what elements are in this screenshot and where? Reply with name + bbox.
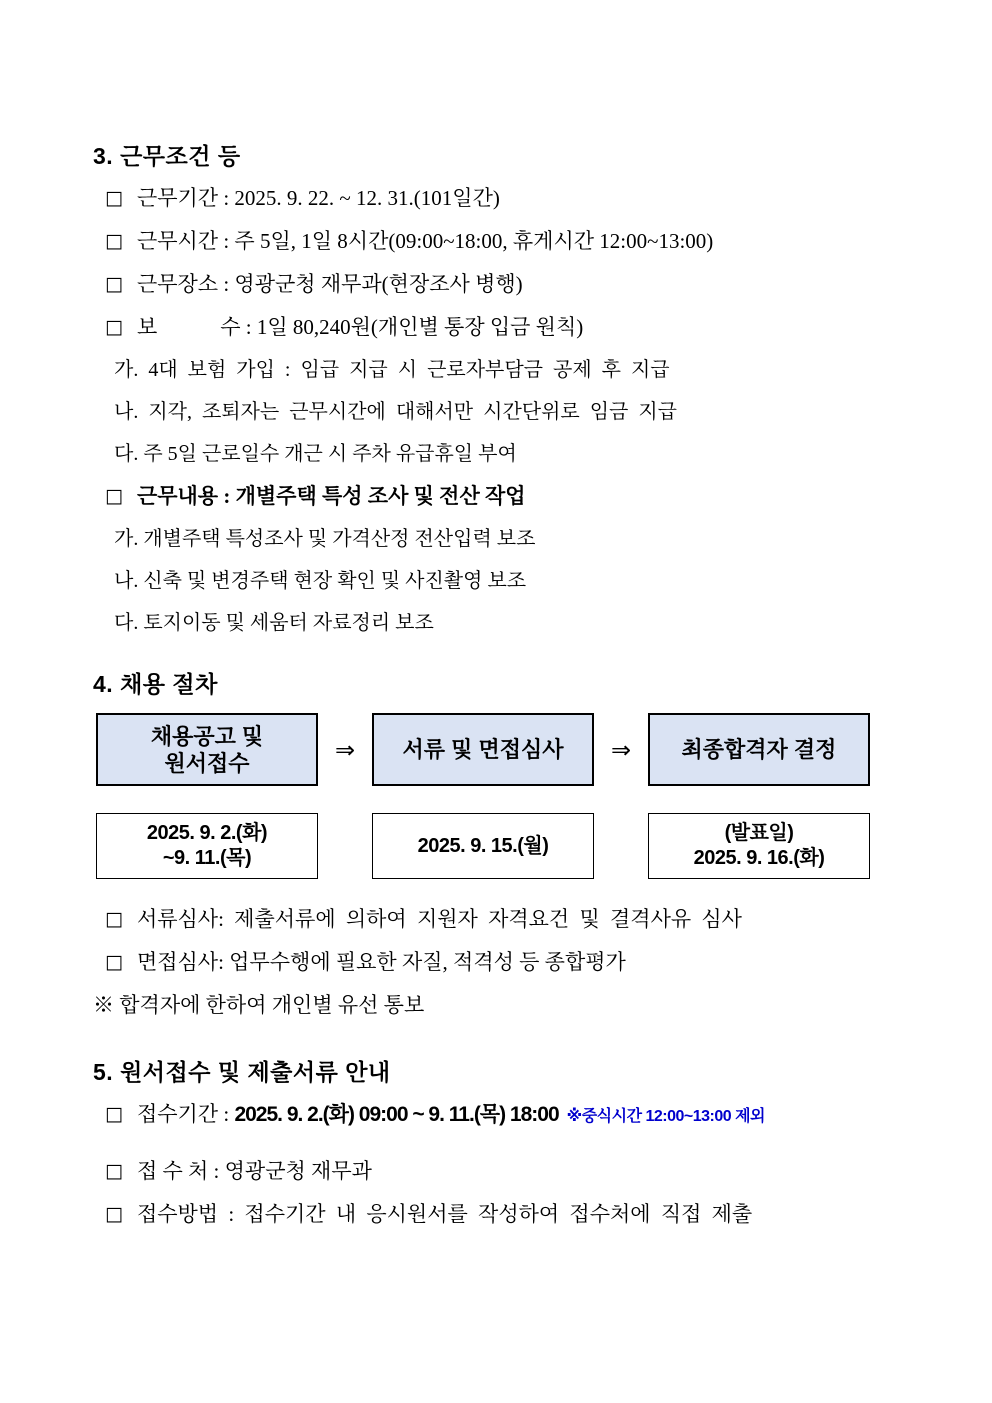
step-final-box xyxy=(648,713,870,786)
duty-housing-survey-line xyxy=(93,526,934,552)
announcement-date-line2: ~9. 11.(목) xyxy=(162,847,252,869)
work-period-line xyxy=(93,185,934,213)
interview-review-line xyxy=(93,949,934,977)
work-hours-text: 근무시간 : 주 5일, 1일 8시간(09:00~18:00, 휴게시간 12:00~13:00) xyxy=(136,229,714,253)
lateness-note-text: 나. 지각, 조퇴자는 근무시간에 대해서만 시간단위로 임금 지급 xyxy=(114,401,677,423)
step-screening-box xyxy=(372,713,594,786)
pass-notice-text: ※ 합격자에 한하여 개인별 유선 통보 xyxy=(93,993,425,1017)
application-place-text: 접 수 처 : 영광군청 재무과 xyxy=(136,1159,372,1183)
lunch-break-note: ※중식시간 12:00~13:00 제외 xyxy=(566,1108,766,1125)
application-period-label: 접수기간 : xyxy=(136,1102,235,1126)
step-final-label: 최종합격자 결정 xyxy=(681,737,837,762)
pay-line xyxy=(93,314,934,342)
section-working-conditions xyxy=(93,143,934,636)
duty-land-records-line xyxy=(93,610,934,636)
announcement-date-line1: 2025. 9. 2.(화) xyxy=(146,822,268,844)
checkbox-bullet-icon: □ xyxy=(105,951,123,973)
duty-land-records-text: 다. 토지이동 및 세움터 자료정리 보조 xyxy=(114,612,434,634)
work-place-line xyxy=(93,271,934,299)
duty-site-check-text: 나. 신축 및 변경주택 현장 확인 및 사진촬영 보조 xyxy=(114,570,527,592)
application-period-line xyxy=(93,1101,934,1130)
flow-arrow-icon: ⇒ xyxy=(334,735,356,764)
step-announcement-box xyxy=(96,713,318,786)
application-place-line xyxy=(93,1158,934,1186)
recruitment-flowchart xyxy=(96,713,934,786)
checkbox-bullet-icon: □ xyxy=(105,187,123,209)
section3-heading: 3. 근무조건 등 xyxy=(93,143,241,169)
final-date-box xyxy=(648,813,870,879)
work-content-text: 근무내용 : 개별주택 특성 조사 및 전산 작업 xyxy=(136,484,526,508)
application-method-text: 접수방법 : 접수기간 내 응시원서를 작성하여 접수처에 직접 제출 xyxy=(136,1202,753,1226)
insurance-note-text: 가. 4대 보험 가입 : 임급 지급 시 근로자부담금 공제 후 지급 xyxy=(114,359,670,381)
section5-heading: 5. 원서접수 및 제출서류 안내 xyxy=(93,1059,391,1085)
announcement-date-box xyxy=(96,813,318,879)
checkbox-bullet-icon: □ xyxy=(105,1203,123,1225)
checkbox-bullet-icon: □ xyxy=(105,316,123,338)
date-row-spacer xyxy=(594,813,648,879)
checkbox-bullet-icon: □ xyxy=(105,1103,123,1125)
insurance-note-line xyxy=(93,357,934,383)
pass-notice-line xyxy=(93,992,934,1019)
duty-site-check-line xyxy=(93,568,934,594)
date-row-spacer xyxy=(318,813,372,879)
section-recruitment-process xyxy=(93,671,934,1019)
section4-heading: 4. 채용 절차 xyxy=(93,671,218,697)
checkbox-bullet-icon: □ xyxy=(105,908,123,930)
work-hours-line xyxy=(93,228,934,256)
application-period-date: 2025. 9. 2.(화) 09:00 ~ 9. 11.(목) 18:00 xyxy=(234,1103,559,1126)
screening-date-line1: 2025. 9. 15.(월) xyxy=(417,834,549,857)
weekly-holiday-note-text: 다. 주 5일 근로일수 개근 시 주차 유급휴일 부여 xyxy=(114,443,517,465)
document-review-line xyxy=(93,906,934,934)
checkbox-bullet-icon: □ xyxy=(105,485,123,507)
document-review-text: 서류심사: 제출서류에 의하여 지원자 자격요건 및 결격사유 심사 xyxy=(136,907,742,931)
section-application-guide xyxy=(93,1059,934,1229)
screening-date-box xyxy=(372,813,594,879)
duty-housing-survey-text: 가. 개별주택 특성조사 및 가격산정 전산입력 보조 xyxy=(114,528,536,550)
work-place-text: 근무장소 : 영광군청 재무과(현장조사 병행) xyxy=(136,272,523,296)
checkbox-bullet-icon: □ xyxy=(105,1160,123,1182)
interview-review-text: 면접심사: 업무수행에 필요한 자질, 적격성 등 종합평가 xyxy=(136,950,626,974)
final-date-line1: (발표일) xyxy=(724,822,794,844)
step-screening-label: 서류 및 면접심사 xyxy=(402,737,564,762)
work-period-text: 근무기간 : 2025. 9. 22. ~ 12. 31.(101일간) xyxy=(136,186,500,210)
pay-text: 보 수 : 1일 80,240원(개인별 통장 입금 원칙) xyxy=(136,315,584,339)
weekly-holiday-note-line xyxy=(93,441,934,467)
checkbox-bullet-icon: □ xyxy=(105,230,123,252)
final-date-line2: 2025. 9. 16.(화) xyxy=(693,847,825,869)
work-content-line xyxy=(93,483,934,511)
review-criteria-block xyxy=(93,906,934,1019)
lateness-note-line xyxy=(93,399,934,425)
step-announcement-label-line1: 채용공고 및 xyxy=(150,723,264,749)
application-method-line xyxy=(93,1201,934,1229)
checkbox-bullet-icon: □ xyxy=(105,273,123,295)
flow-arrow-icon: ⇒ xyxy=(610,735,632,764)
recruitment-dates-row xyxy=(96,813,934,879)
step-announcement-label-line2: 원서접수 xyxy=(164,750,250,776)
